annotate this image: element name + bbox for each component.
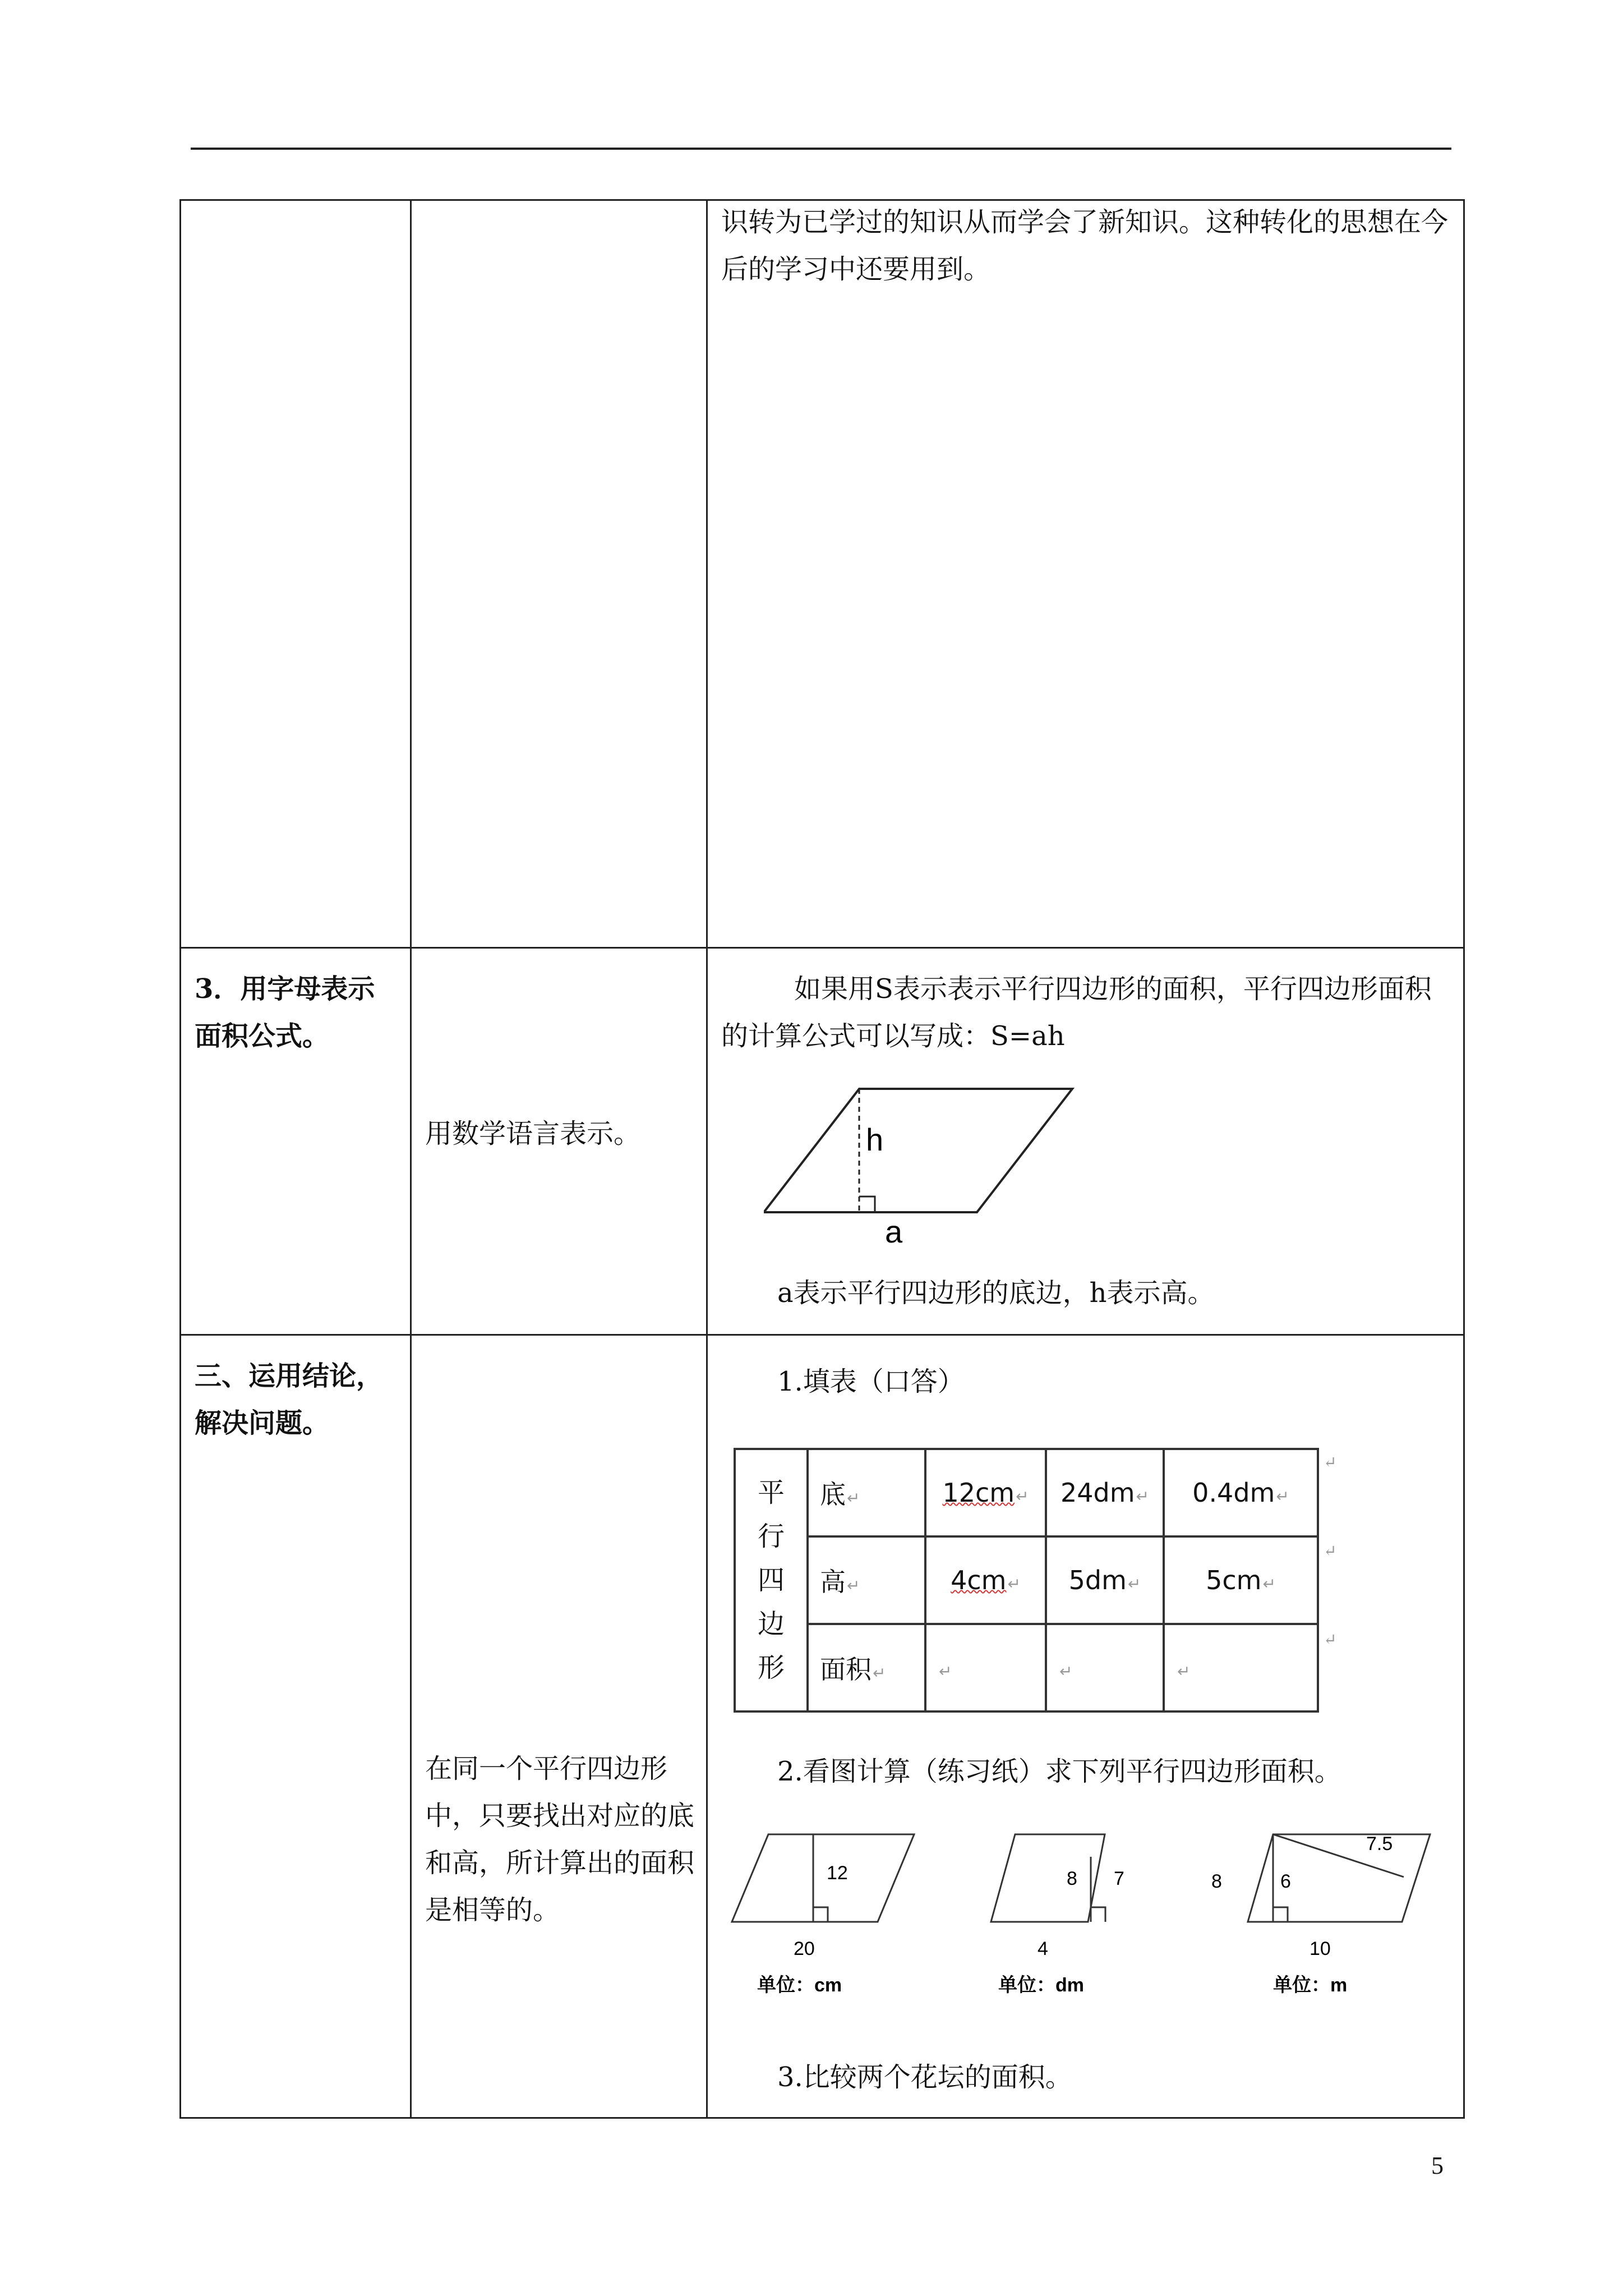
value-cell: 0.4dm↵ [1164,1449,1318,1536]
right-angle-mark [859,1197,875,1212]
value-cell: 5cm↵ [1164,1536,1318,1624]
figure-1-shape [732,1834,914,1922]
task3-label: 3.比较两个花坛的面积。 [777,2062,1072,2093]
row3-col1 [181,1335,411,2118]
task2-label: 2.看图计算（练习纸）求下列平行四边形面积。 [777,1756,1341,1787]
row3-note: 在同一个平行四边形中，只要找出对应的底和高，所计算出的面积是相等的。 [425,1753,695,1926]
parallelogram-diagram [764,1078,1078,1246]
table-row [735,1536,1318,1624]
row2-col2 [411,948,707,1335]
figure-3-label-6: 6 [1280,1871,1291,1892]
row-label: 底 [820,1479,846,1510]
row3-heading: 三、运用结论，解决问题。 [195,1360,384,1439]
fill-table [734,1448,1319,1713]
row-header-char: 行 [757,1521,785,1552]
table-row [735,1449,1318,1536]
figure-1-height-label: 12 [827,1862,848,1884]
row2-col1 [181,948,411,1335]
row-header-char: 四 [757,1565,785,1596]
parallelogram-shape [764,1089,1072,1212]
figure-3-unit: 单位：m [1273,1975,1348,1996]
figure-3-base-label: 10 [1310,1938,1331,1959]
cell-value: 5cm [1206,1565,1262,1595]
figure-2-label-7: 7 [1114,1868,1124,1889]
cell-value: 0.4dm [1192,1478,1275,1508]
table-row [181,948,1464,1335]
figure-3-shape [1248,1834,1430,1922]
formula-text: 如果用S表示表示平行四边形的面积，平行四边形面积的计算公式可以写成：S=ah [721,973,1432,1052]
row-header-cell [735,1449,808,1711]
return-mark-icon: ↵ [1324,1630,1337,1649]
figure-2 [991,1834,1124,1996]
value-cell: 4cm↵ [925,1536,1046,1624]
label-cell: 面积↵ [808,1624,925,1711]
page-number: 5 [1431,2152,1444,2179]
label-cell: 高↵ [808,1536,925,1624]
row-label: 面积 [820,1654,872,1685]
header-rule [191,148,1451,150]
row-header-char: 边 [757,1608,785,1640]
row2-col3 [707,948,1464,1335]
task1-label: 1.填表（口答） [777,1366,965,1397]
figure-3-label-7-5: 7.5 [1366,1833,1393,1855]
table-row [735,1624,1318,1711]
row-label: 高 [820,1567,846,1597]
figure-2-shape [991,1834,1105,1922]
row3-col2 [411,1335,707,2118]
cell-value: 4cm [951,1565,1007,1595]
value-cell: 12cm↵ [925,1449,1046,1536]
value-cell: 24dm↵ [1046,1449,1164,1536]
figure-3 [1211,1833,1430,1996]
row-header-char: 形 [757,1652,785,1683]
row1-col3 [707,200,1464,948]
base-label: a [885,1214,903,1246]
row1-text: 识转为已学过的知识从而学会了新知识。这种转化的思想在今后的学习中还要用到。 [721,206,1449,285]
cell-value: 24dm [1060,1478,1135,1508]
row-header-char: 平 [757,1477,785,1508]
figure-1-base-label: 20 [794,1938,815,1959]
return-mark-icon: ↵ [1324,1453,1337,1471]
figure-2-label-8: 8 [1067,1868,1077,1889]
diagram-caption: a表示平行四边形的底边，h表示高。 [777,1277,1215,1309]
row1-col2 [411,200,707,948]
return-mark-icon: ↵ [1324,1542,1337,1560]
cell-value: 12cm [942,1478,1015,1508]
figure-2-unit: 单位：dm [998,1975,1084,1996]
table-row [181,200,1464,948]
value-cell: ↵ [925,1624,1046,1711]
figure-2-base-label: 4 [1038,1938,1048,1959]
figure-1-unit: 单位：cm [757,1975,842,1996]
value-cell: ↵ [1164,1624,1318,1711]
figure-1 [732,1834,914,1996]
height-label: h [866,1122,884,1157]
value-cell: 5dm↵ [1046,1536,1164,1624]
figure-3-label-8: 8 [1211,1871,1222,1892]
parallelogram-figures [723,1823,1447,2008]
label-cell: 底↵ [808,1449,925,1536]
cell-value: 5dm [1068,1565,1127,1595]
row2-note: 用数学语言表示。 [425,1118,641,1149]
row1-col1 [181,200,411,948]
row2-heading: 3．用字母表示面积公式。 [195,973,375,1052]
value-cell: ↵ [1046,1624,1164,1711]
